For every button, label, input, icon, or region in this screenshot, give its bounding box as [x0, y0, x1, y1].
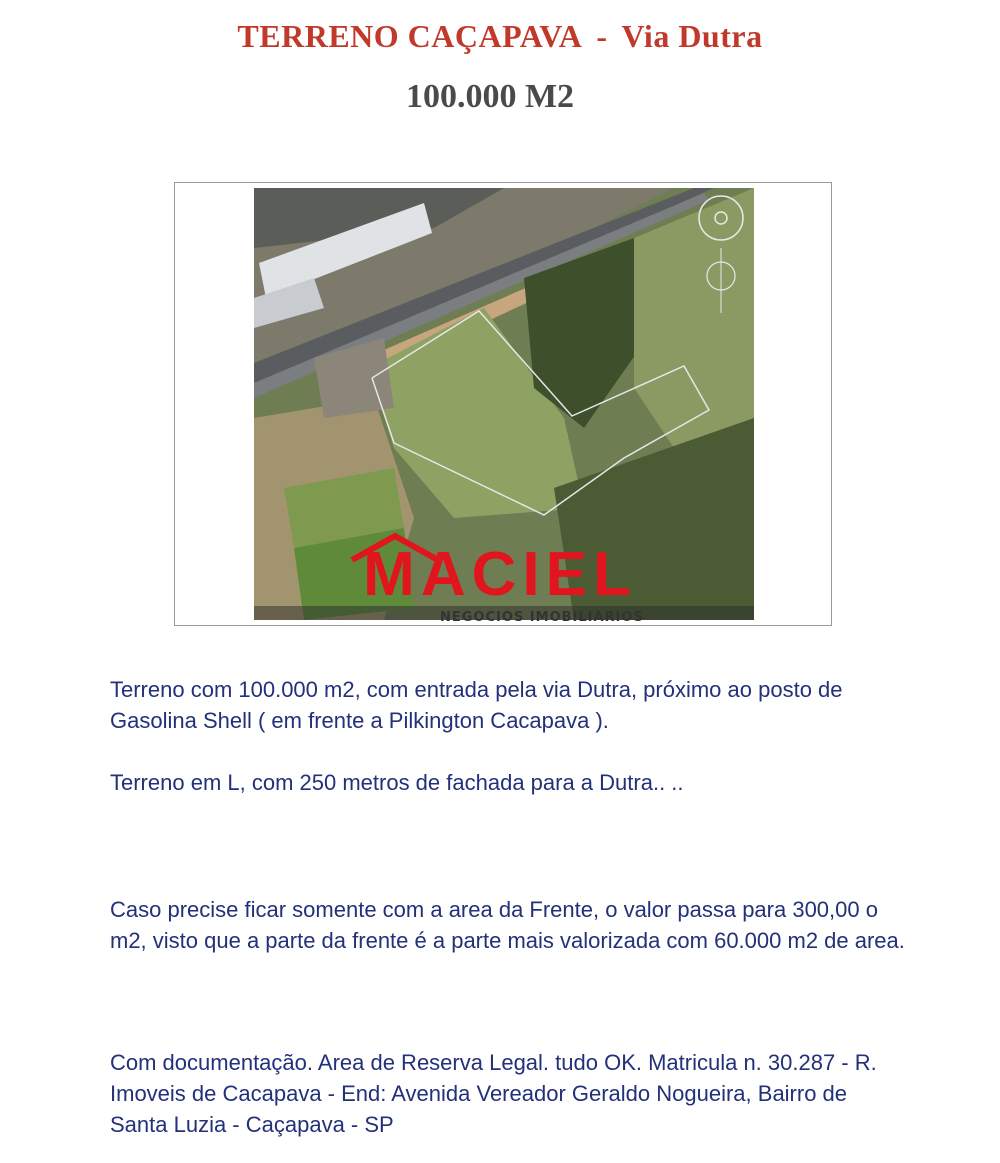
- title-location: Via Dutra: [621, 18, 763, 54]
- maciel-logo: [330, 540, 670, 630]
- description-shape: Terreno em L, com 250 metros de fachada para a Dutra.. ..: [110, 770, 684, 795]
- title-separator: -: [596, 18, 608, 54]
- description-pricing: Caso precise ficar somente com a area da Frente, o valor passa para 300,00 o m2, visto que a parte da frente é a parte mais valorizada com 60.000 m2 de area.: [110, 897, 905, 953]
- title-main: TERRENO CAÇAPAVA: [237, 18, 583, 54]
- logo-wordmark: MACIEL: [363, 540, 637, 609]
- logo-tagline: NEGOCIOS IMOBILIARIOS: [440, 610, 644, 625]
- description-location: Terreno com 100.000 m2, com entrada pela via Dutra, próximo ao posto de Gasolina Shell ( em frente a Pilkington Cacapava ).: [110, 677, 843, 733]
- area-heading: 100.000 M2: [405, 78, 575, 115]
- page-title: [0, 18, 1000, 55]
- description-documentation: Com documentação. Area de Reserva Legal. tudo OK. Matricula n. 30.287 - R. Imoveis de Cacapava - End: Avenida Vereador Geraldo Nogueira, Bairro de Santa Luzia - Caçapava - SP: [110, 1050, 877, 1137]
